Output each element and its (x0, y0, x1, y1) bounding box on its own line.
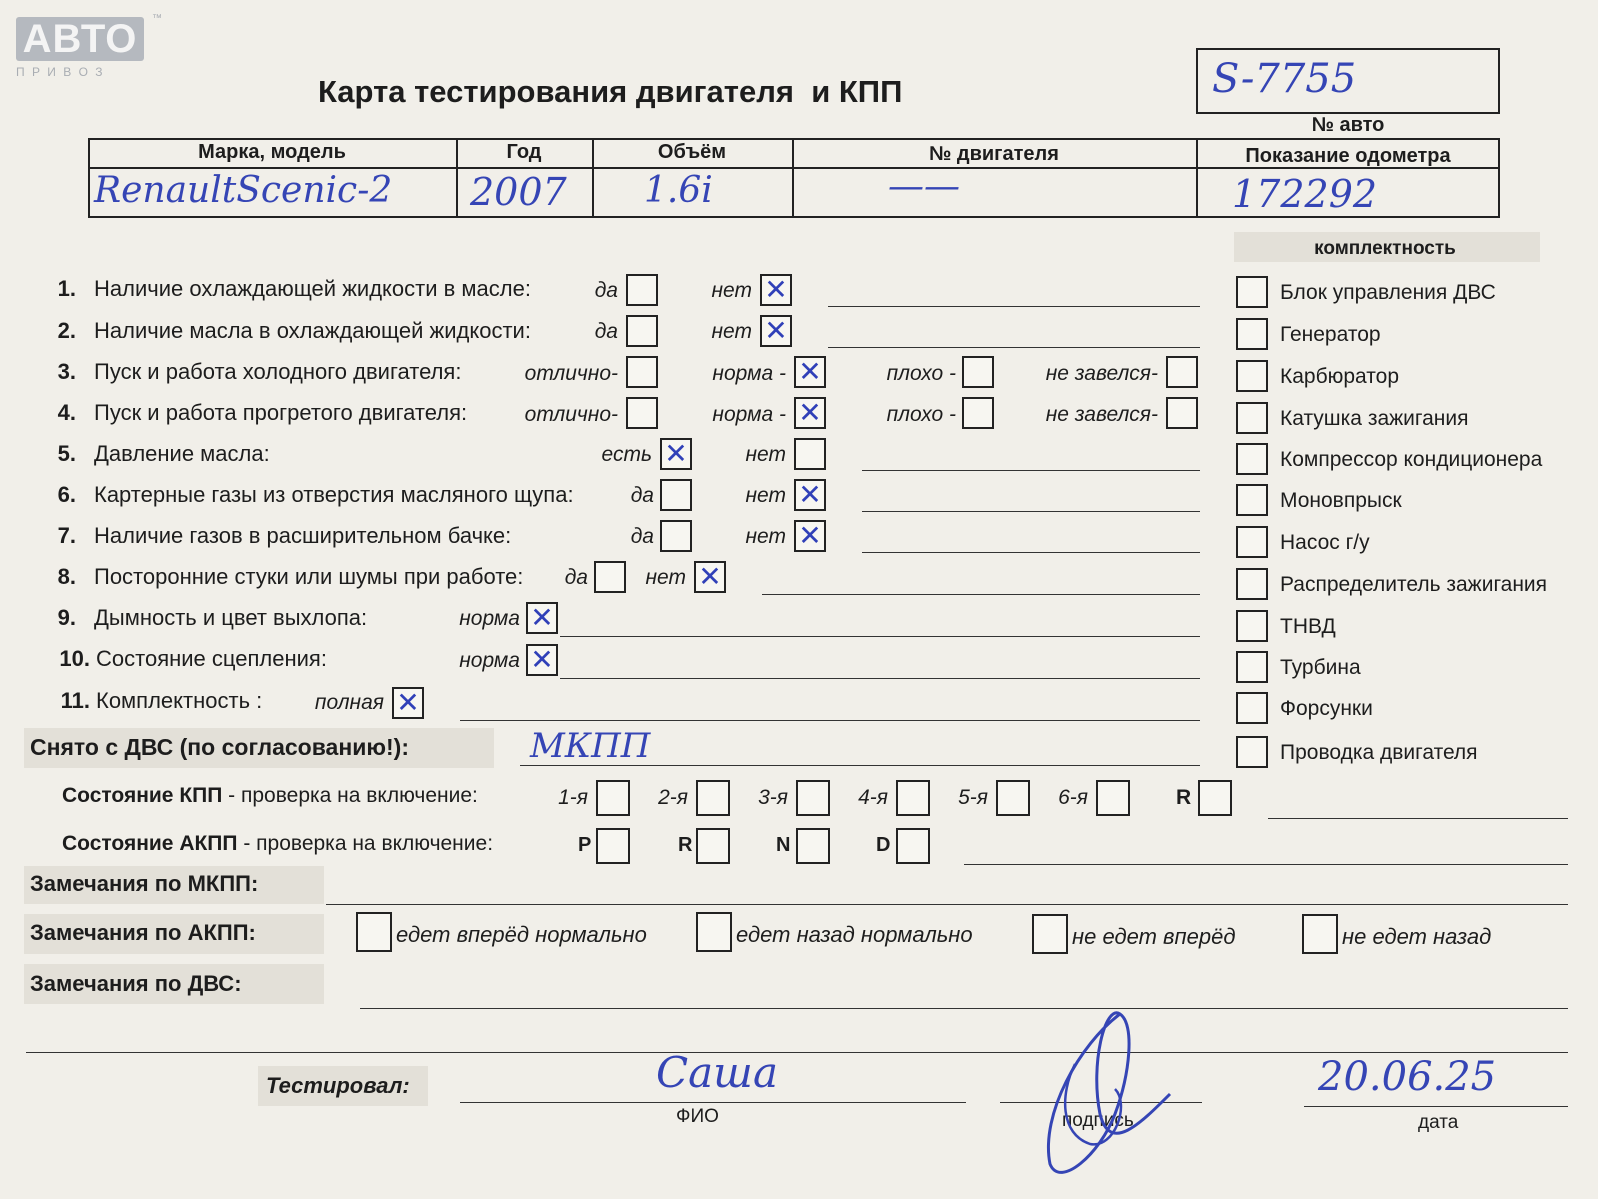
car-number-divider (1196, 112, 1500, 114)
option-label: нет (645, 566, 686, 589)
question-text: Пуск и работа холодного двигателя: (94, 359, 462, 384)
remarks-mkpp-line (326, 904, 1568, 905)
remarks-mkpp-label: Замечания по МКПП: (30, 871, 259, 896)
akpp-mode-checkbox[interactable] (796, 828, 830, 864)
completeness-item: Катушка зажигания (1280, 407, 1469, 430)
odometer-value: 172292 (1232, 172, 1378, 216)
col-year-header: Год (506, 141, 542, 163)
signature-drawing (1020, 1004, 1190, 1184)
question-number: 4. (57, 400, 76, 425)
option-label: не завелся- (1045, 362, 1158, 385)
akpp-mode-checkbox[interactable] (896, 828, 930, 864)
option-checkbox[interactable] (962, 397, 994, 429)
option-label: нет (711, 320, 752, 343)
akpp-remark-option: не едет вперёд (1072, 924, 1236, 949)
option-label: норма (459, 649, 520, 672)
option-checkbox[interactable] (626, 315, 658, 347)
engine-value: —— (888, 166, 960, 207)
removed-value: МКПП (530, 726, 651, 766)
year-value: 2007 (470, 170, 567, 214)
option-checkbox[interactable] (392, 687, 424, 719)
completeness-checkbox[interactable] (1236, 276, 1268, 308)
akpp-remark-checkbox[interactable] (696, 912, 732, 952)
fio-caption: ФИО (676, 1106, 719, 1127)
completeness-checkbox[interactable] (1236, 568, 1268, 600)
akpp-check-label-bold: Состояние АКПП (62, 832, 238, 855)
option-label: есть (601, 443, 652, 466)
fio-line (460, 1102, 966, 1103)
akpp-check-label (62, 832, 493, 856)
question-number: 6. (57, 482, 76, 507)
akpp-remark-checkbox[interactable] (1302, 914, 1338, 954)
car-number-label: № авто (1311, 114, 1385, 136)
akpp-check-label-rest: - проверка на включение: (237, 832, 494, 855)
completeness-item: Карбюратор (1280, 365, 1400, 388)
completeness-checkbox[interactable] (1236, 402, 1268, 434)
option-checkbox[interactable] (794, 356, 826, 388)
option-checkbox[interactable] (794, 438, 826, 470)
car-number-value: S-7755 (1212, 56, 1357, 102)
completeness-item: Насос г/у (1280, 531, 1370, 554)
col-engine-header: № двигателя (929, 143, 1059, 165)
question-text: Дымность и цвет выхлопа: (94, 605, 368, 630)
answer-line (862, 511, 1200, 512)
answer-line (828, 347, 1200, 348)
completeness-item: Моновпрыск (1280, 489, 1402, 512)
option-checkbox[interactable] (760, 315, 792, 347)
gear-label: 3-я (758, 786, 788, 809)
remarks-dvs-line-2 (26, 1052, 1568, 1053)
question-number: 9. (57, 605, 76, 630)
question-text: Наличие газов в расширительном бачке: (94, 523, 512, 548)
completeness-checkbox[interactable] (1236, 692, 1268, 724)
question-number: 7. (57, 523, 76, 548)
option-checkbox[interactable] (660, 438, 692, 470)
question-text: Наличие масла в охлаждающей жидкости: (94, 318, 531, 343)
question-text: Состояние сцепления: (96, 646, 327, 671)
fio-value: Саша (656, 1048, 779, 1097)
option-label: плохо - (886, 362, 956, 385)
col-volume-header: Объём (657, 141, 727, 163)
option-label: да (594, 320, 618, 343)
answer-line (862, 552, 1200, 553)
question-number: 3. (57, 359, 76, 384)
option-label: да (630, 525, 654, 548)
tested-by-label: Тестировал: (266, 1073, 410, 1098)
option-checkbox[interactable] (626, 397, 658, 429)
gear-label: 4-я (858, 786, 888, 809)
answer-line (862, 470, 1200, 471)
logo-sub: П Р И В О З (16, 65, 105, 79)
mkpp-check-label-bold: Состояние КПП (62, 784, 223, 807)
option-checkbox[interactable] (594, 561, 626, 593)
akpp-mode-label: D (876, 834, 891, 856)
question-text: Наличие охлаждающей жидкости в масле: (94, 276, 531, 301)
mkpp-check-label (62, 784, 478, 808)
question-number: 1. (57, 276, 76, 301)
completeness-checkbox[interactable] (1236, 736, 1268, 768)
akpp-mode-checkbox[interactable] (696, 828, 730, 864)
option-checkbox[interactable] (794, 397, 826, 429)
col-make-header: Марка, модель (198, 141, 346, 163)
option-checkbox[interactable] (694, 561, 726, 593)
gear-label: 6-я (1058, 786, 1088, 809)
question-text: Картерные газы из отверстия масляного щупа: (94, 482, 574, 507)
gear-label: 5-я (958, 786, 988, 809)
completeness-item: Компрессор кондиционера (1280, 448, 1543, 471)
akpp-remark-option: не едет назад (1342, 924, 1492, 949)
option-label: да (594, 279, 618, 302)
option-label: норма (459, 607, 520, 630)
question-number: 11. (60, 688, 90, 713)
option-checkbox[interactable] (660, 479, 692, 511)
completeness-item: Блок управления ДВС (1280, 281, 1496, 304)
option-checkbox[interactable] (962, 356, 994, 388)
option-label: нет (745, 443, 786, 466)
option-label: не завелся- (1045, 403, 1158, 426)
option-checkbox[interactable] (626, 274, 658, 306)
volume-value: 1.6i (644, 170, 713, 211)
gear-checkbox[interactable] (1198, 780, 1232, 816)
question-number: 10. (59, 646, 90, 671)
option-label: нет (711, 279, 752, 302)
answer-line (560, 636, 1200, 637)
akpp-mode-label: N (776, 834, 791, 856)
gear-checkbox[interactable] (1096, 780, 1130, 816)
akpp-mode-label: P (578, 834, 592, 856)
completeness-item: ТНВД (1280, 615, 1336, 638)
answer-line (560, 678, 1200, 679)
logo (16, 13, 162, 79)
gear-label: 1-я (558, 786, 588, 809)
akpp-line (964, 864, 1568, 865)
option-checkbox[interactable] (794, 479, 826, 511)
date-caption: дата (1418, 1112, 1459, 1133)
option-checkbox[interactable] (526, 644, 558, 676)
gear-label: R (1176, 786, 1192, 809)
completeness-checkbox[interactable] (1236, 484, 1268, 516)
removed-line (520, 765, 1200, 766)
logo-tm: ™ (152, 13, 162, 24)
answer-line (762, 594, 1200, 595)
gear-checkbox[interactable] (996, 780, 1030, 816)
option-checkbox[interactable] (660, 520, 692, 552)
option-checkbox[interactable] (1166, 397, 1198, 429)
odometer-header: Показание одометра (1245, 145, 1451, 167)
completeness-item: Генератор (1280, 323, 1381, 346)
option-checkbox[interactable] (626, 356, 658, 388)
answer-line (828, 306, 1200, 307)
gear-label: 2-я (658, 786, 688, 809)
question-text: Посторонние стуки или шумы при работе: (94, 564, 524, 589)
completeness-checkbox[interactable] (1236, 610, 1268, 642)
option-label: норма - (712, 362, 786, 385)
date-line (1304, 1106, 1568, 1107)
logo-main: АВТО (16, 17, 144, 61)
completeness-title: комплектность (1314, 238, 1456, 259)
question-text: Давление масла: (94, 441, 270, 466)
option-label: да (630, 484, 654, 507)
option-checkbox[interactable] (794, 520, 826, 552)
gear-checkbox[interactable] (796, 780, 830, 816)
option-label: плохо - (886, 403, 956, 426)
remarks-akpp-label: Замечания по АКПП: (30, 920, 256, 945)
page-title: Карта тестирования двигателя и КПП (318, 74, 903, 109)
option-label: норма - (712, 403, 786, 426)
completeness-item: Форсунки (1280, 697, 1373, 720)
date-value: 20.06.25 (1318, 1054, 1497, 1100)
option-label: да (564, 566, 588, 589)
akpp-mode-checkbox[interactable] (596, 828, 630, 864)
completeness-checkbox[interactable] (1236, 318, 1268, 350)
option-label: нет (745, 525, 786, 548)
completeness-checkbox[interactable] (1236, 443, 1268, 475)
completeness-item: Распределитель зажигания (1280, 573, 1548, 596)
remarks-dvs-line (360, 1008, 1568, 1009)
gear-checkbox[interactable] (896, 780, 930, 816)
sign-caption: подпись (1062, 1110, 1134, 1131)
answer-line (460, 720, 1200, 721)
option-label: нет (745, 484, 786, 507)
option-checkbox[interactable] (760, 274, 792, 306)
completeness-checkbox[interactable] (1236, 651, 1268, 683)
question-number: 8. (57, 564, 76, 589)
question-text: Пуск и работа прогретого двигателя: (94, 400, 468, 425)
option-checkbox[interactable] (1166, 356, 1198, 388)
akpp-remark-option: едет назад нормально (736, 922, 973, 947)
akpp-mode-label: R (678, 834, 693, 856)
gear-checkbox[interactable] (696, 780, 730, 816)
option-label: отлично- (524, 362, 618, 385)
option-label: полная (314, 691, 384, 714)
akpp-remark-checkbox[interactable] (1032, 914, 1068, 954)
completeness-checkbox[interactable] (1236, 360, 1268, 392)
option-label: отлично- (524, 403, 618, 426)
question-number: 5. (57, 441, 76, 466)
make-value: RenaultScenic-2 (94, 170, 393, 211)
gear-checkbox[interactable] (596, 780, 630, 816)
removed-label: Снято с ДВС (по согласованию!): (30, 734, 409, 760)
option-checkbox[interactable] (526, 602, 558, 634)
remarks-dvs-label: Замечания по ДВС: (30, 971, 242, 996)
akpp-remark-checkbox[interactable] (356, 912, 392, 952)
question-text: Комплектность : (96, 688, 263, 713)
question-number: 2. (57, 318, 76, 343)
mkpp-check-label-rest: - проверка на включение: (222, 784, 478, 807)
completeness-checkbox[interactable] (1236, 526, 1268, 558)
mkpp-line (1268, 818, 1568, 819)
akpp-remark-option: едет вперёд нормально (396, 922, 647, 947)
completeness-item: Проводка двигателя (1280, 741, 1478, 764)
completeness-item: Турбина (1280, 656, 1361, 679)
